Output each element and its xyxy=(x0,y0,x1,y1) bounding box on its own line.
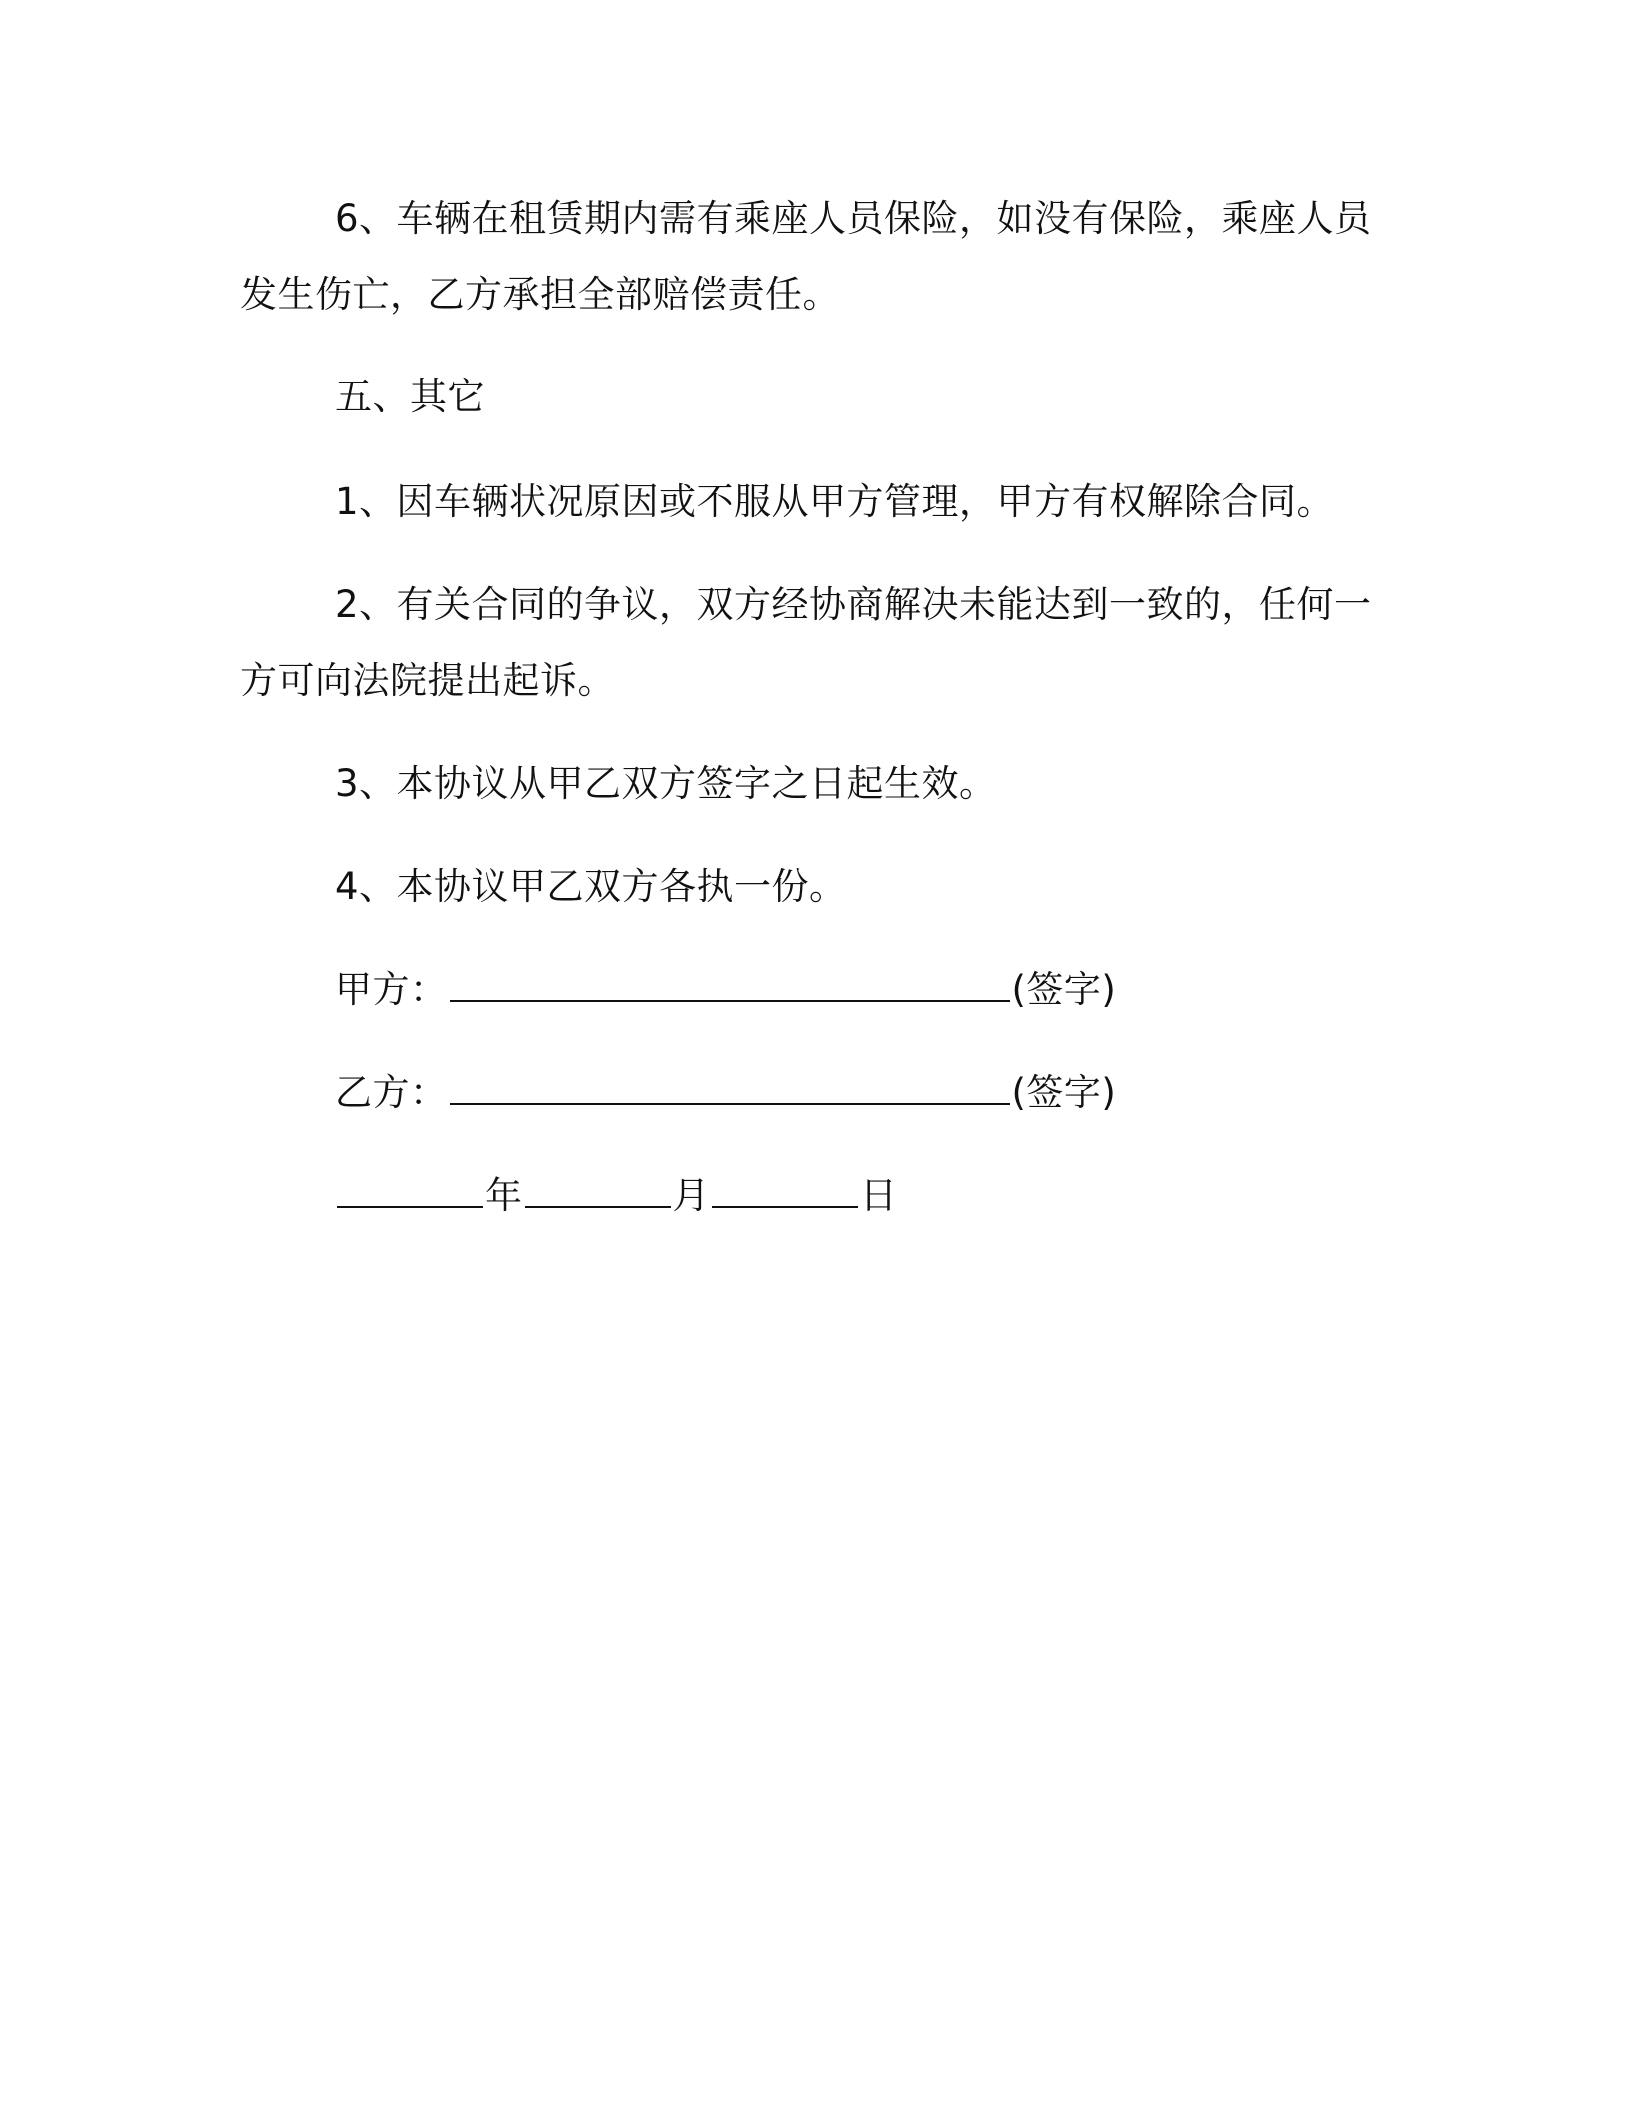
year-blank[interactable] xyxy=(337,1176,483,1208)
year-label: 年 xyxy=(485,1174,523,1217)
date-line xyxy=(335,1174,1400,1218)
section-five-heading: 五、其它 xyxy=(335,375,485,418)
month-label: 月 xyxy=(672,1174,710,1217)
section-five-clause-3: 3、本协议从甲乙双方签字之日起生效。 xyxy=(335,762,997,805)
day-label: 日 xyxy=(860,1174,898,1217)
clause-6-line-2: 发生伤亡，乙方承担全部赔偿责任。 xyxy=(240,273,840,316)
section-five-clause-2-line-1: 2、有关合同的争议，双方经协商解决未能达到一致的，任何一 xyxy=(335,583,1372,626)
section-five-clause-4: 4、本协议甲乙双方各执一份。 xyxy=(335,865,847,908)
section-five-clause-2-line-2: 方可向法院提出起诉。 xyxy=(240,659,615,702)
month-blank[interactable] xyxy=(525,1176,671,1208)
section-five-clause-1: 1、因车辆状况原因或不服从甲方管理，甲方有权解除合同。 xyxy=(335,480,1335,523)
party-b-signature-blank[interactable] xyxy=(450,1073,1010,1105)
party-b-label: 乙方： xyxy=(335,1071,448,1114)
party-a-label: 甲方： xyxy=(335,968,448,1011)
party-b-sign-note: (签字) xyxy=(1011,1071,1117,1114)
clause-6-line-1: 6、车辆在租赁期内需有乘座人员保险，如没有保险，乘座人员 xyxy=(335,197,1372,240)
day-blank[interactable] xyxy=(712,1176,858,1208)
party-a-sign-note: (签字) xyxy=(1011,968,1117,1011)
party-a-signature-blank[interactable] xyxy=(450,970,1010,1002)
party-b-signature-line xyxy=(335,1071,1400,1115)
party-a-signature-line xyxy=(335,968,1400,1012)
